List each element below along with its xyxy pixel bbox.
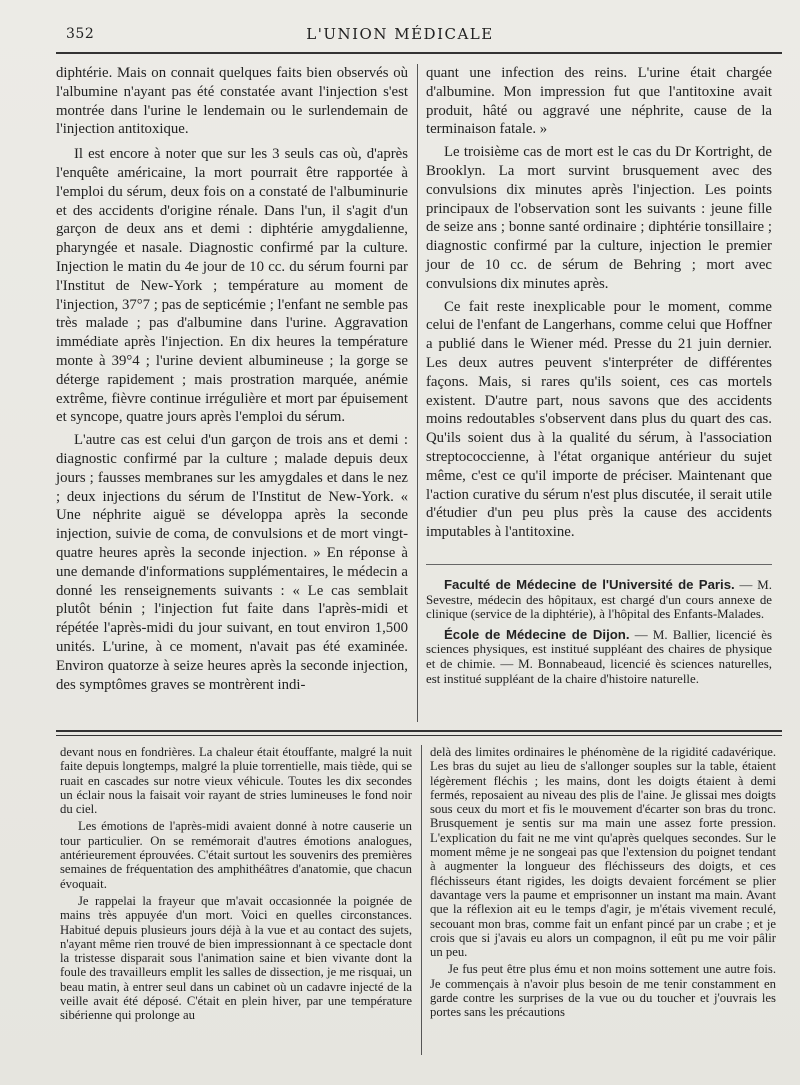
article-paragraph: Le troisième cas de mort est le cas du Dr Kortright, de Brooklyn. La mort survint brusquement avec des convulsions dix minutes après l'injection. Les points principaux de l'observation sont les suivants : jeune fille de seize ans ; bonne santé ordinaire ; diphtérie tonsillaire ; diagnostic confirmé par la culture, injection le premier jour de 10 cc. de sérum de Behring ; mort avec convulsions dix minutes après.	[426, 144, 772, 292]
announcement-heading: Faculté de Médecine de l'Université de Paris.	[444, 577, 735, 592]
feuilleton-rule-bottom	[56, 735, 782, 736]
announcement-paris	[426, 578, 772, 622]
article-right-column	[426, 64, 772, 542]
feuilleton-paragraph: devant nous en fondrières. La chaleur était étouffante, malgré la nuit faite depuis longtemps, malgré la pluie torrentielle, mais tiède, qui se ruait en cascades sur notre vieux véhicule. Toutes les dix secondes un éclair nous la faisait voir rayant de stries lumineuses le fond noir du ciel.	[60, 745, 412, 817]
feuilleton-rule-top	[56, 730, 782, 732]
article-paragraph: L'autre cas est celui d'un garçon de trois ans et demi : diagnostic confirmé par la culture ; malade depuis deux jours ; fausses membranes sur les amygdales et dans le nez ; deux injections du sérum de l'Institut de New-York. « Une néphrite aiguë se développa après la seconde injection, suivie de coma, de convulsions et de mort vingt-quatre heures après la seconde injection. » En réponse à une demande d'informations supplémentaires, le médecin a donné les renseignements suivants : « Le cas semblait plutôt bénin ; l'injection fut faite dans l'après-midi et répétée l'après-midi du jour suivant, en tout environ 1,500 unités. L'urine, à ce moment, n'avait pas été examinée. Environ quatorze à seize heures après la seconde injection, des symptômes graves se montrèrent indi-	[56, 432, 408, 693]
article-paragraph: Ce fait reste inexplicable pour le moment, comme celui de l'enfant de Langerhans, comme celui que Hoffner a publié dans le Wiener méd. Presse du 21 juin dernier. Les deux autres peuvent s'interpréter de différentes façons. Mais, si rares qu'ils soient, ces cas mortels existent. D'autre part, nous savons que des accidents moins redoutables s'observent dans plus du quart des cas. Qu'ils soient dus à la qualité du sérum, à l'association streptococcienne, à l'état organique antérieur du sujet même, c'est ce qu'il importe de préciser. Maintenant que l'action curative du sérum n'est plus discutée, il serait utile d'étudier d'un peu plus près la cause des accidents imputables à l'antitoxine.	[426, 298, 772, 541]
announcement-text: — M. Sevestre, médecin des hôpitaux, est chargé d'un cours annexe de clinique (service de la diphtérie), à l'hôpital des Enfants-Malades.	[426, 578, 772, 622]
announcement-dijon	[426, 628, 772, 686]
article-paragraph: Il est encore à noter que sur les 3 seuls cas où, d'après l'enquête américaine, la mort pourrait être rapportée à l'emploi du sérum, deux fois on a constaté de l'albuminurie et des accidents d'origine rénale. Dans l'un, il s'agit d'un garçon de deux ans et demi : diphtérie amygdalienne, pharyngée et nasale. Diagnostic confirmé par la culture. Injection le matin du 4e jour de 10 cc. du sérum fourni par l'Institut de New-York ; température au moment de l'injection, 37°7 ; pas de septicémie ; l'enfant ne semble pas très malade ; pas d'albumine dans l'urine. Aggravation immédiate après l'injection. En dix heures la température monte à 39°4 ; l'urine devient albumineuse ; la gorge se déterge rapidement ; mais prostration marquée, anémie extrême, fièvre continue irrégulière et mort par épuisement et syncope, quatre jours après l'emploi du sérum.	[56, 146, 408, 426]
feuilleton-paragraph: Je rappelai la frayeur que m'avait occasionnée la poignée de mains très appuyée d'un mort. Voici en quelles circonstances. Habitué depuis plusieurs jours déjà à la vue et au contact des sujets, n'ayant même rien trouvé de bien impressionnant à ce spectacle dont la tristesse disparait sous l'animation saine et bien vivante dont la foule des travailleurs emplit les salles de dissection, je me risquai, un beau matin, à entrer seul dans un cabinet où un cadavre injecté de la veille avait été déposé. C'était en plein hiver, par une température sibérienne qui prolonge au	[60, 893, 412, 1023]
feuilleton-paragraph: delà des limites ordinaires le phénomène de la rigidité cadavérique. Les bras du sujet au lieu de s'allonger souples sur la table, étaient légèrement fléchis ; les mains, dont les doigts étaient à demi fermés, reposaient au niveau des plis de l'aine. Je glissai mes doigts sous ceux du mort et fis le mouvement d'écarter son bras du tronc. Brusquement je sentis sur ma main une assez forte pression. L'explication du fait ne me vint qu'après quelques secondes. Sur le moment même je ne songeai pas que l'extension du poignet tendant à augmenter la longueur des fléchisseurs des doigts, et ces fléchisseurs étant rigides, les doigts devaient forcément se plier davantage vers la paume et emprisonner un instant ma main. Avant que la réflexion ait eu le temps d'agir, je m'étais vivement reculé, secouant mon bras, comme fait un enfant pincé par un crabe ; et je crois que si j'avais eu alors un compagnon, il eût pu me voir pâlir un peu.	[430, 745, 776, 960]
running-header	[0, 22, 800, 46]
article-left-column	[56, 64, 408, 694]
announcements	[426, 578, 772, 686]
announcement-heading: École de Médecine de Dijon.	[444, 626, 630, 642]
feuilleton-paragraph: Les émotions de l'après-midi avaient donné à notre causerie un tour particulier. On se remémorait d'autres émotions analogues, antérieurement éprouvées. C'était surtout les souvenirs des premières semaines de fréquentation des amphithéâtres d'anatomie, que chacun évoquait.	[60, 819, 412, 891]
page-number: 352	[66, 26, 95, 42]
column-divider	[417, 64, 418, 722]
column-divider	[421, 745, 422, 1055]
article-paragraph: diphtérie. Mais on connait quelques faits bien observés où l'albumine n'ayant pas été constatée avant l'injection s'est montrée dans l'urine le lendemain ou le surlendemain de l'injection antitoxique.	[56, 65, 408, 138]
article-paragraph: quant une infection des reins. L'urine était chargée d'albumine. Mon impression fut que l'antitoxine avait produit, hâté ou aggravé une néphrite, cause de la terminaison fatale. »	[426, 65, 772, 138]
feuilleton-right-column	[430, 745, 776, 1020]
announcements-separator	[426, 564, 772, 565]
feuilleton-paragraph: Je fus peut être plus ému et non moins sottement une autre fois. Je commençais à n'avoir plus besoin de me tenir constamment en garde contre les surprises de la vue ou du toucher et j'ouvrais les portes sans les précautions	[430, 962, 776, 1020]
announcement-text: — M. Ballier, licencié ès sciences physiques, est institué suppléant des chaires de physique et de chimie. — M. Bonnabeaud, licencié ès sciences naturelles, est institué suppléant de la chaire d'histoire naturelle.	[426, 627, 773, 686]
header-rule	[56, 52, 782, 54]
feuilleton-left-column	[60, 745, 412, 1023]
journal-title: L'UNION MÉDICALE	[306, 25, 494, 43]
